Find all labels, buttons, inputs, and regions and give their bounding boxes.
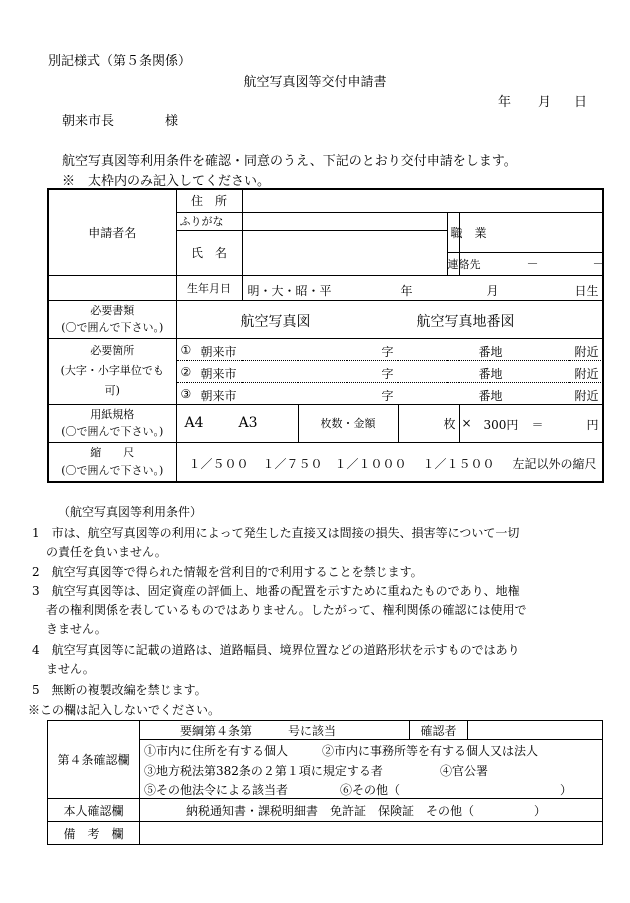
docs-label-2: (〇で囲んで下さい。) bbox=[61, 321, 164, 334]
scale-option-500[interactable]: １／５００ bbox=[188, 456, 249, 471]
confirmer-label: 確認者 bbox=[410, 721, 468, 740]
place-row-3[interactable] bbox=[176, 382, 603, 404]
paper-option-a3[interactable]: A3 bbox=[238, 414, 258, 431]
docs-options[interactable] bbox=[176, 300, 603, 338]
art4-option-2[interactable]: ②市内に事務所等を有する個人又は法人 bbox=[322, 744, 539, 758]
application-table bbox=[47, 188, 604, 483]
place-banchi-3: 番地 bbox=[478, 388, 503, 403]
place-aza-1: 字 bbox=[381, 344, 394, 359]
art4-option-3[interactable]: ③地方税法第382条の２第１項に規定する者 bbox=[144, 763, 383, 778]
place-num-1: ① bbox=[180, 342, 192, 357]
scale-label bbox=[48, 442, 176, 482]
intro-text: 航空写真図等利用条件を確認・同意のうえ、下記のとおり交付申請をします。 bbox=[62, 154, 517, 169]
unit-price: 300円 bbox=[483, 417, 519, 432]
cond-line-1: 1 市は、航空写真図等の利用によって発生した直接又は間接の損失、損害等について一切 bbox=[32, 526, 520, 540]
equals-sign: ＝ bbox=[531, 417, 544, 432]
addressee-honorific: 様 bbox=[165, 114, 179, 129]
amount-yen: 円 bbox=[586, 417, 599, 432]
docs-option-lot-map[interactable]: 航空写真地番図 bbox=[416, 313, 515, 330]
paper-label-2: (〇で囲んで下さい。) bbox=[61, 425, 164, 438]
cond-line-5: 者の権利関係を表しているものではありません。したがって、権利関係の確認には使用で bbox=[46, 603, 527, 617]
remarks-label: 備 考 欄 bbox=[48, 822, 140, 845]
office-table bbox=[47, 720, 603, 845]
applicant-label: 申請者名 bbox=[48, 189, 176, 275]
page-title: 航空写真図等交付申請書 bbox=[243, 75, 387, 90]
furigana-field[interactable] bbox=[242, 212, 447, 230]
sheet-count-field[interactable] bbox=[398, 404, 459, 442]
art4-option-1[interactable]: ①市内に住所を有する個人 bbox=[144, 744, 289, 758]
paper-label-1: 用紙規格 bbox=[90, 408, 135, 421]
count-label: 枚数・金額 bbox=[298, 404, 398, 442]
cond-line-4: 3 航空写真図等は、固定資産の評価上、地番の配置を示すために重ねたものであり、地権 bbox=[32, 584, 520, 598]
scale-option-other[interactable]: 左記以外の縮尺 bbox=[512, 456, 597, 471]
sheets-unit: 枚 bbox=[443, 416, 456, 431]
era-options: 明・大・昭・平 bbox=[247, 283, 332, 298]
furigana-label: ふりがな bbox=[176, 212, 242, 230]
place-city-1: 朝来市 bbox=[200, 344, 237, 359]
cond-line-2: の責任を負いません。 bbox=[46, 545, 167, 559]
art4-head: 要綱第４条第 号に該当 bbox=[140, 721, 410, 740]
art4-option-4[interactable]: ④官公署 bbox=[440, 763, 489, 778]
places-label-3: 可) bbox=[104, 384, 120, 397]
confirmer-field[interactable] bbox=[468, 721, 603, 740]
date-year: 年 bbox=[498, 95, 512, 110]
times-sign: × bbox=[461, 415, 472, 430]
art4-row-2 bbox=[140, 759, 603, 779]
place-city-3: 朝来市 bbox=[200, 388, 237, 403]
address-field[interactable] bbox=[242, 189, 603, 212]
remarks-field[interactable] bbox=[140, 822, 603, 845]
places-label bbox=[48, 338, 176, 404]
docs-label bbox=[48, 300, 176, 338]
paper-size-options[interactable] bbox=[176, 404, 298, 442]
place-fukin-1: 附近 bbox=[574, 344, 599, 359]
date-month: 月 bbox=[538, 95, 552, 110]
scale-label-2: (〇で囲んで下さい。) bbox=[61, 463, 164, 477]
cond-line-3: 2 航空写真図等で得られた情報を営利目的で利用することを禁じます。 bbox=[32, 565, 423, 579]
place-num-2: ② bbox=[180, 364, 192, 379]
address-label: 住 所 bbox=[176, 189, 242, 212]
birthdate-field[interactable] bbox=[242, 275, 603, 300]
art4-row-3 bbox=[140, 779, 603, 799]
birthdate-spacer bbox=[48, 275, 176, 300]
place-city-2: 朝来市 bbox=[200, 366, 237, 381]
cond-line-8: ません。 bbox=[46, 662, 95, 676]
id-check-label: 本人確認欄 bbox=[48, 799, 140, 822]
art4-option-5[interactable]: ⑤その他法令による該当者 bbox=[144, 782, 289, 797]
art4-option-6-close: ） bbox=[560, 782, 573, 797]
place-aza-3: 字 bbox=[381, 388, 394, 403]
place-row-2[interactable] bbox=[176, 360, 603, 382]
scale-option-1500[interactable]: １／１５００ bbox=[422, 456, 495, 471]
contact-dash-2: － bbox=[592, 257, 605, 271]
art4-label: 第４条確認欄 bbox=[48, 721, 140, 799]
place-aza-2: 字 bbox=[381, 366, 394, 381]
birth-month: 月 bbox=[486, 283, 499, 298]
paper-label bbox=[48, 404, 176, 442]
scale-label-1: 縮 尺 bbox=[90, 445, 135, 459]
form-id: 別記様式（第５条関係） bbox=[48, 54, 192, 69]
addressee-name: 朝来市長 bbox=[62, 114, 115, 129]
place-banchi-2: 番地 bbox=[478, 366, 503, 381]
art4-option-6[interactable]: ⑥その他（ bbox=[340, 782, 401, 797]
birthdate-label: 生年月日 bbox=[176, 275, 242, 300]
contact-dash-1: － bbox=[526, 257, 539, 271]
places-label-2: (大字・小字単位でも bbox=[60, 364, 164, 377]
docs-label-1: 必要書類 bbox=[90, 304, 135, 317]
birth-day: 日生 bbox=[574, 283, 599, 298]
date-day: 日 bbox=[574, 95, 588, 110]
name-field[interactable] bbox=[242, 230, 447, 275]
contact-label: 連絡先 bbox=[447, 252, 459, 275]
place-fukin-2: 附近 bbox=[574, 366, 599, 381]
office-note: ※この欄は記入しないでください。 bbox=[28, 703, 221, 717]
places-label-1: 必要箇所 bbox=[90, 344, 135, 357]
name-label: 氏 名 bbox=[176, 230, 242, 275]
art4-row-1 bbox=[140, 740, 603, 759]
birth-year: 年 bbox=[400, 283, 413, 298]
cond-line-6: きません。 bbox=[46, 622, 107, 636]
docs-option-photo[interactable]: 航空写真図 bbox=[240, 313, 311, 330]
occupation-label: 職 業 bbox=[447, 212, 459, 252]
paper-option-a4[interactable]: A4 bbox=[184, 414, 204, 431]
instruction-note: ※ 太枠内のみ記入してください。 bbox=[62, 174, 271, 189]
place-row-1[interactable] bbox=[176, 338, 603, 360]
conditions-heading: （航空写真図等利用条件） bbox=[58, 505, 203, 519]
place-fukin-3: 附近 bbox=[574, 388, 599, 403]
place-banchi-1: 番地 bbox=[478, 344, 503, 359]
contact-field[interactable] bbox=[459, 252, 603, 275]
place-num-3: ③ bbox=[180, 386, 192, 401]
amount-field[interactable] bbox=[459, 404, 603, 442]
scale-option-1000[interactable]: １／１０００ bbox=[334, 456, 407, 471]
scale-option-750[interactable]: １／７５０ bbox=[262, 456, 323, 471]
cond-line-9: 5 無断の複製改編を禁じます。 bbox=[32, 683, 207, 697]
cond-line-7: 4 航空写真図等に記載の道路は、道路幅員、境界位置などの道路形状を示すものではあり bbox=[32, 643, 520, 657]
id-check-docs[interactable]: 納税通知書・課税明細書 免許証 保険証 その他（ ） bbox=[140, 799, 603, 822]
scale-options[interactable] bbox=[176, 442, 603, 482]
